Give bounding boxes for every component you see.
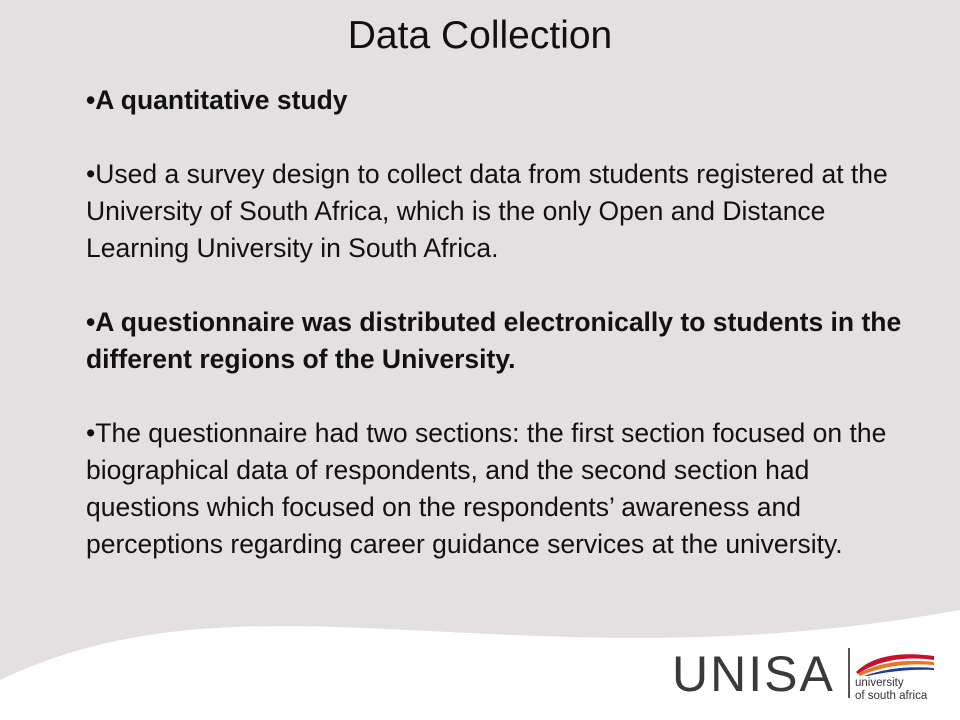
- flag-icon: [854, 650, 936, 676]
- slide-body: [86, 82, 916, 600]
- bullet-questionnaire-sections: •The questionnaire had two sections: the first section focused on the biographical data of respondents, and the second section had questions which focused on the respondents’ awareness and perceptions regarding career guidance services at the university.: [86, 418, 887, 559]
- logo-wordmark: UNISA: [672, 646, 835, 702]
- bullet-survey-design: •Used a survey design to collect data from students registered at the University of South Africa, which is the only Open and Distance Learning University in South Africa.: [86, 159, 888, 263]
- bullet-quantitative-study: •A quantitative study: [86, 85, 348, 115]
- unisa-logo: [672, 644, 942, 704]
- bullet-questionnaire-distribution: •A questionnaire was distributed electronically to students in the different regions of the University.: [86, 307, 902, 374]
- logo-subtitle: [855, 677, 945, 703]
- logo-subtitle-line2: of south africa: [855, 690, 928, 702]
- slide-title: Data Collection: [347, 14, 613, 57]
- logo-divider: [848, 648, 850, 698]
- logo-subtitle-line1: university: [855, 677, 904, 689]
